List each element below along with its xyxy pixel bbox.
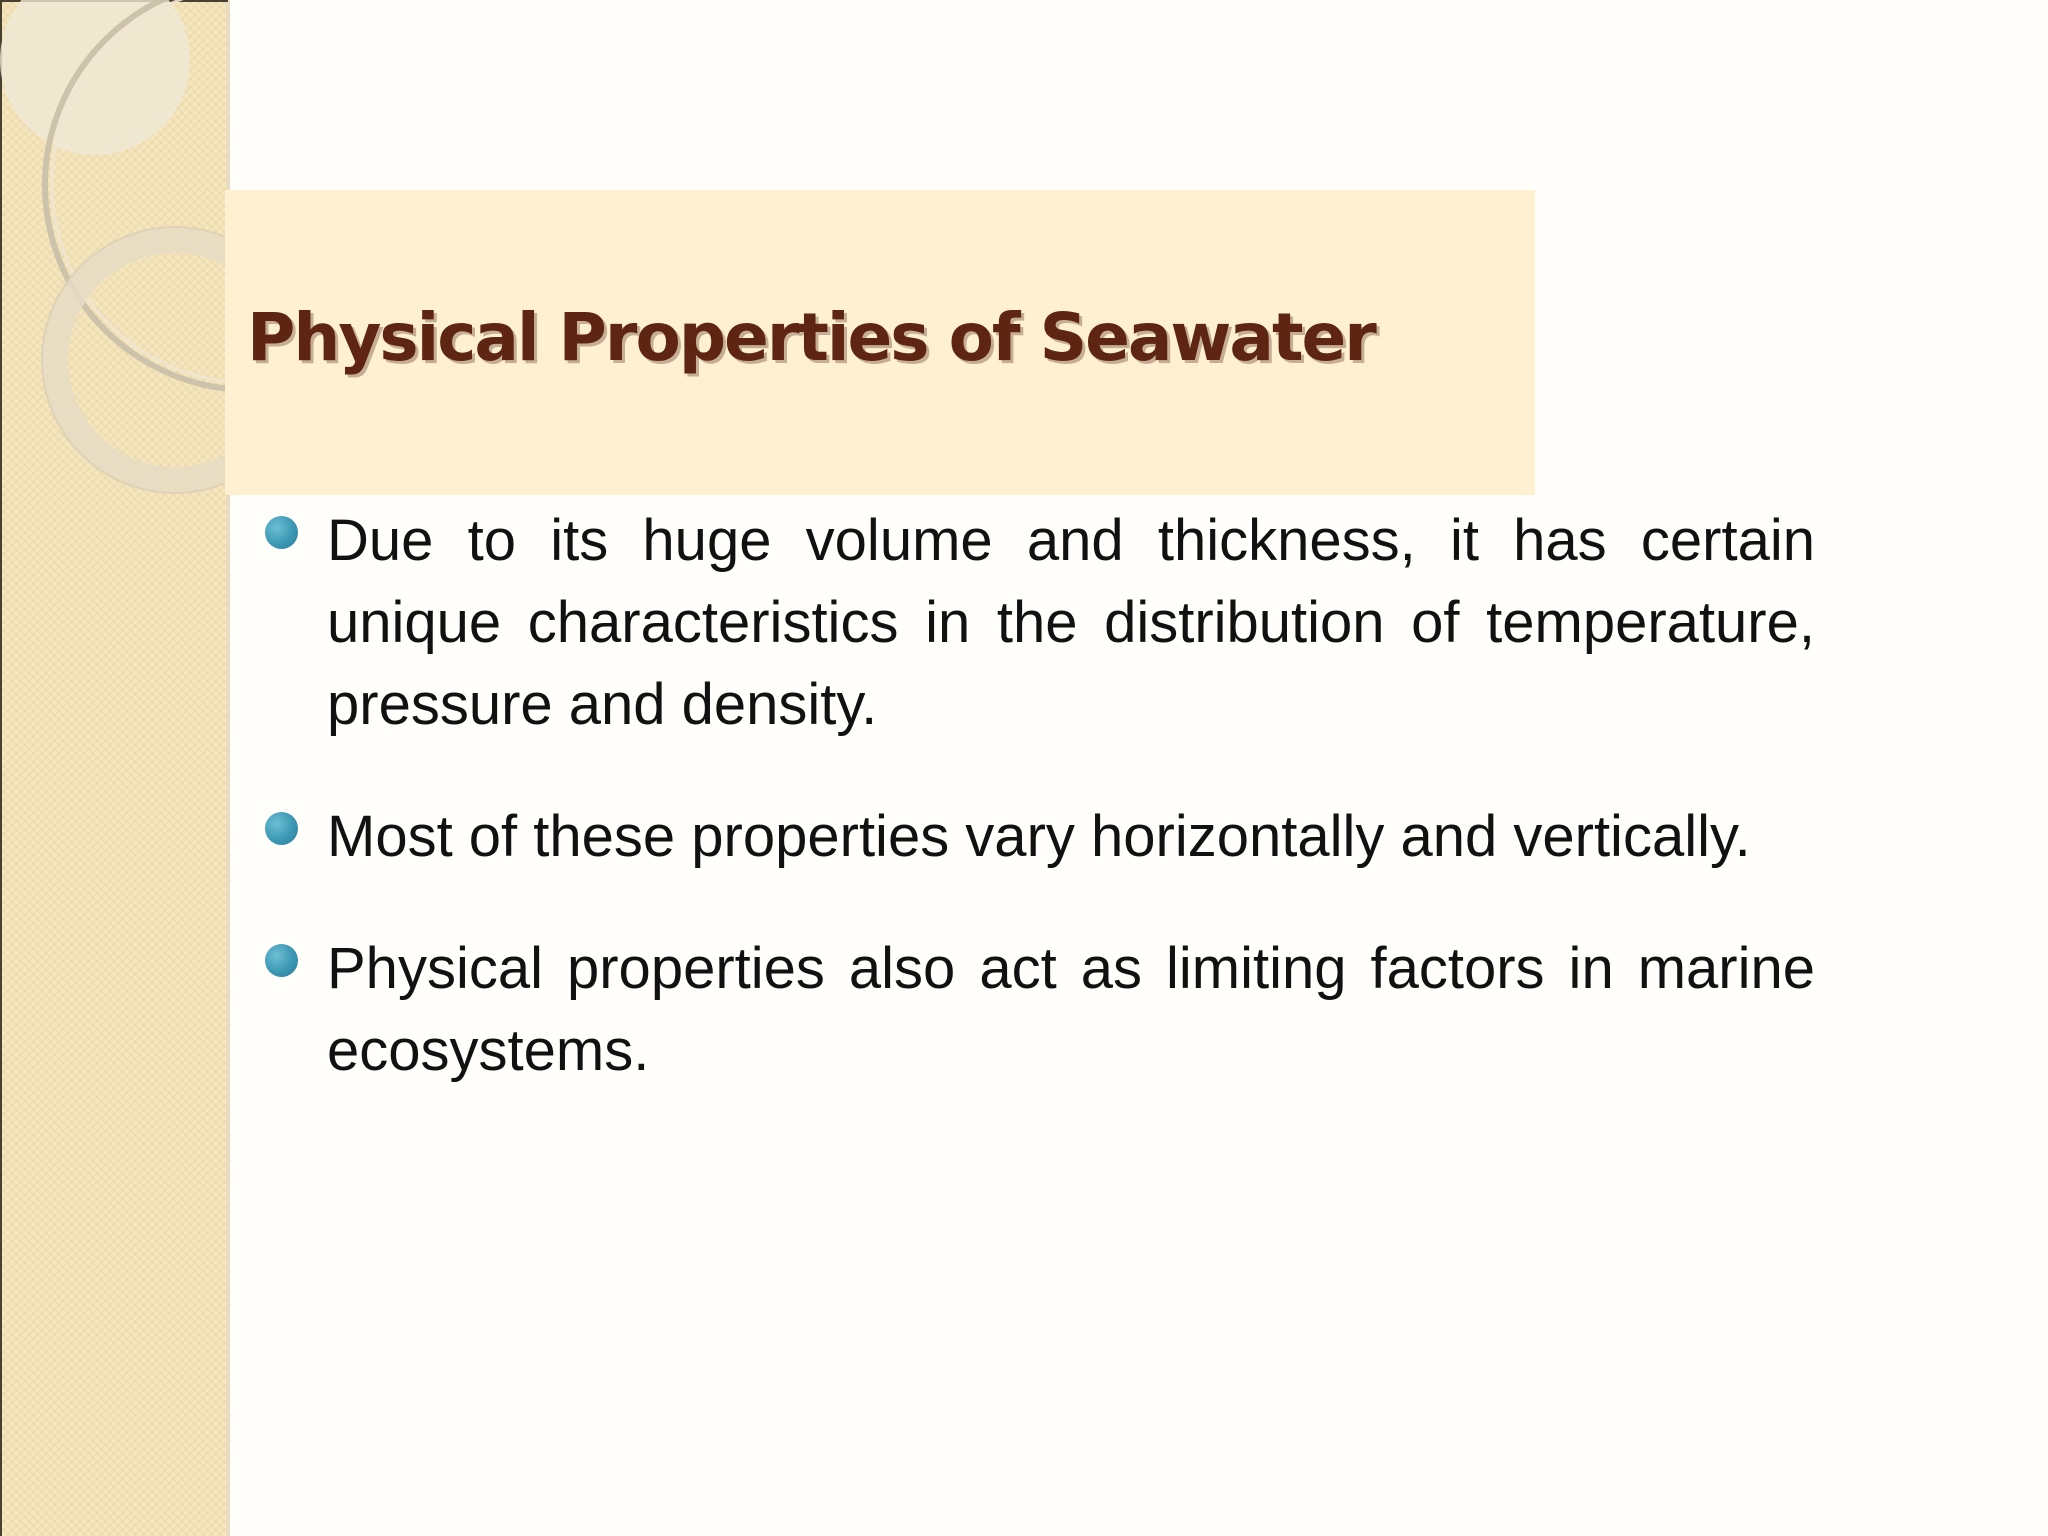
bullet-text: Physical properties also act as limiting factors in marine ecosystems.	[327, 936, 1815, 1083]
bullet-icon	[265, 516, 298, 549]
bullet-text: Due to its huge volume and thickness, it has certain unique characteristics in the distribution of temperature, pressure and density.	[327, 508, 1815, 737]
bullet-list	[265, 500, 1815, 1142]
decorative-rings	[0, 0, 260, 520]
bullet-item	[265, 928, 1815, 1092]
bullet-item	[265, 796, 1815, 878]
bullet-item	[265, 500, 1815, 746]
bullet-icon	[265, 944, 298, 977]
bullet-text: Most of these properties vary horizontally and vertically.	[327, 804, 1751, 869]
bullet-icon	[265, 812, 298, 845]
slide-title: Physical Properties of Seawater	[247, 299, 1375, 376]
